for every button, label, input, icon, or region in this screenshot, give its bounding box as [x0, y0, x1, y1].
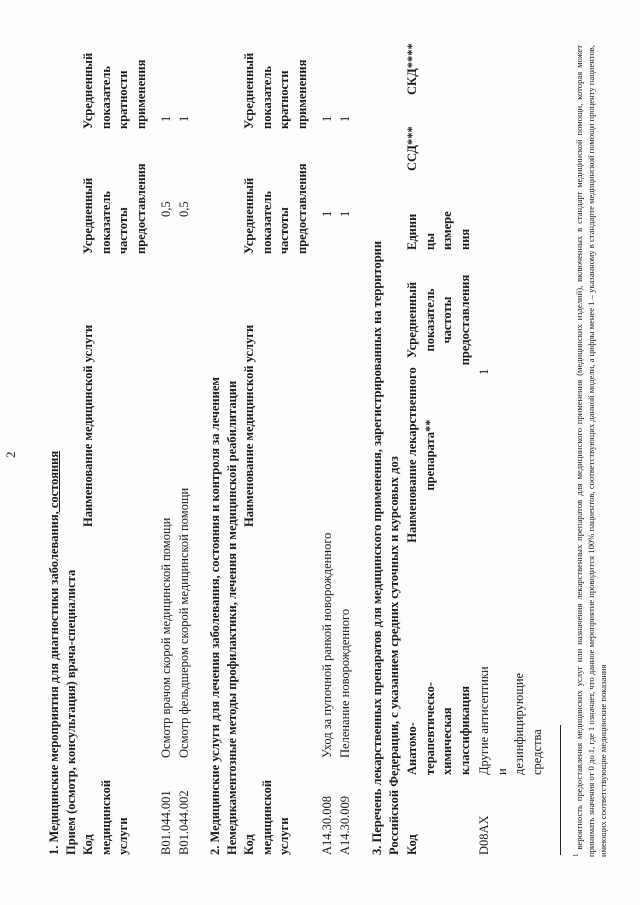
s3-row-code: D08AX	[477, 815, 491, 855]
s1-header-freq	[80, 163, 150, 254]
s2-row-code: A14.30.008	[320, 795, 334, 855]
s3-header-atc-line: терапевтическо-	[422, 681, 437, 775]
s3-header-unit-line: измере	[440, 211, 454, 250]
s1-row-code: B01.044.002	[177, 790, 191, 855]
s2-header-freq	[241, 163, 311, 254]
s3-header-unit-line: Едини	[405, 213, 419, 250]
s2-header-code-line: услуги	[277, 817, 291, 855]
section1-title-prefix: 1. Медицинские мероприятия для диагностики заболевания	[47, 514, 61, 855]
s1-row-code: B01.044.001	[159, 790, 173, 855]
s3-header-unit	[404, 211, 474, 250]
footnote-text: вероятность предоставления медицинских услуг или назначения лекарственных препаратов для медицинского применения (медицинских изделий), включенных в стандарт медицинской помощи, которая может принимать значения от 0 до 1, где 1 означает, что данное мероприятие проводится 100% пациентов, соответствующих данной модели, а цифры менее 1 – указанному в стандарте медицинской помощи проценту пациентов, имеющих соответствующие медицинские показания	[573, 45, 608, 857]
s3-header-freq-line: предоставления	[457, 274, 472, 366]
footnote	[570, 45, 609, 857]
s3-header-atc	[404, 682, 474, 775]
s1-row-mult: 1	[159, 115, 173, 122]
s2-header-mult-line: Усредненный	[242, 52, 256, 129]
s3-header-atc-line: Анатомо-	[405, 722, 419, 775]
s1-row-mult: 1	[177, 115, 191, 122]
s1-header-mult-line: показатель	[98, 66, 113, 129]
s2-header-freq-line: предоставления	[294, 163, 309, 254]
s3-header-freq-line: частоты	[440, 296, 454, 344]
s1-header-freq-line: предоставления	[133, 163, 148, 254]
table-row	[176, 790, 194, 855]
s2-row-freq: 1	[320, 210, 334, 217]
s1-header-mult-line: Усредненный	[81, 52, 95, 129]
s2-header-name: Наименование медицинской услуги	[242, 324, 256, 527]
s1-header-freq-line: показатель	[98, 191, 113, 254]
table-row	[476, 815, 494, 855]
section3-title-line: 3. Перечень лекарственных препаратов для медицинского применения, зарегистрированных на территории	[370, 240, 384, 855]
s3-row-atc	[476, 666, 546, 775]
s2-header-mult-line: применения	[294, 59, 309, 129]
s1-header-code-line: медицинской	[98, 779, 113, 855]
s1-header-code-line: услуги	[116, 817, 130, 855]
section1-subtitle: Прием (осмотр, консультация) врача-специалиста	[64, 569, 78, 855]
footnote-divider	[560, 725, 561, 855]
s1-header-mult-line: применения	[133, 59, 148, 129]
s1-row-name: Осмотр врачом скорой медицинской помощи	[159, 517, 173, 758]
s1-header-mult-line: кратности	[116, 70, 130, 129]
s1-row-name: Осмотр фельдшером скорой медицинской помощи	[177, 487, 191, 758]
s2-header-mult-line: показатель	[259, 66, 274, 129]
s3-header-ssd: ССД***	[405, 126, 419, 171]
s3-header-atc-line: химическая	[440, 707, 454, 775]
footnote-marker: 1	[572, 853, 580, 857]
s1-header-freq-line: Усредненный	[81, 177, 95, 254]
s3-header-unit-line: цы	[422, 233, 437, 250]
s3-row-atc-line: и	[494, 768, 509, 775]
s2-row-mult: 1	[338, 115, 352, 122]
s3-header-freq-line: Усредненный	[405, 281, 419, 359]
s3-header-atc-line: классификация	[457, 685, 472, 775]
s2-header-freq-line: частоты	[277, 207, 291, 254]
section3-title	[369, 241, 403, 855]
s3-header-unit-line: ния	[457, 228, 472, 250]
s2-row-code: A14.30.009	[338, 795, 352, 855]
s3-header-skd: СКД****	[405, 43, 419, 95]
s3-row-atc-line: Другие антисептики	[477, 666, 491, 775]
section2-title: 2. Медицинские услуги для лечения заболевания, состояния и контроля за лечением	[208, 377, 222, 855]
table-row	[319, 796, 337, 855]
s2-row-freq: 1	[338, 210, 352, 217]
section1-title-suffix: , состояния	[47, 450, 61, 515]
s3-header-code: Код	[405, 834, 419, 855]
s2-header-code-line: Код	[242, 834, 256, 855]
s1-row-freq: 0,5	[159, 201, 173, 217]
s1-header-freq-line: частоты	[116, 207, 130, 254]
s1-header-code	[80, 780, 133, 855]
s2-header-freq-line: показатель	[259, 191, 274, 254]
s2-header-mult-line: кратности	[277, 70, 291, 129]
s2-row-name: Пеленание новорожденного	[338, 608, 352, 758]
s2-row-mult: 1	[320, 115, 334, 122]
s2-row-name: Уход за пупочной ранкой новорожденного	[320, 532, 334, 758]
section3-title-line: Российской Федерации, с указанием средних суточных и курсовых доз	[387, 456, 401, 855]
s3-row-freq: 1	[477, 368, 491, 375]
section2-subtitle: Немедикаментозные методы профилактики, лечения и медицинской реабилитации	[225, 380, 239, 855]
table-row	[337, 796, 355, 855]
table-row	[158, 790, 176, 855]
s1-header-name: Наименование медицинской услуги	[81, 324, 95, 527]
s3-header-freq	[404, 265, 474, 375]
page-number: 2	[3, 451, 18, 458]
s3-header-freq-line: показатель	[422, 288, 437, 352]
s3-row-atc-line: дезинфицирующие	[512, 672, 526, 775]
s3-header-drug-line: Наименование лекарственного	[405, 367, 419, 543]
s2-header-freq-line: Усредненный	[242, 177, 256, 254]
s2-header-mult	[241, 53, 311, 129]
s1-row-freq: 0,5	[177, 201, 191, 217]
s1-header-code-line: Код	[81, 834, 95, 855]
s3-header-drug-line: препарата**	[422, 419, 437, 491]
s1-header-mult	[80, 53, 150, 129]
s2-header-code-line: медицинской	[259, 779, 274, 855]
s2-header-code	[241, 780, 294, 855]
section1-title	[46, 451, 63, 855]
s3-row-atc-line: средства	[529, 729, 544, 775]
s3-header-drug	[404, 350, 439, 560]
